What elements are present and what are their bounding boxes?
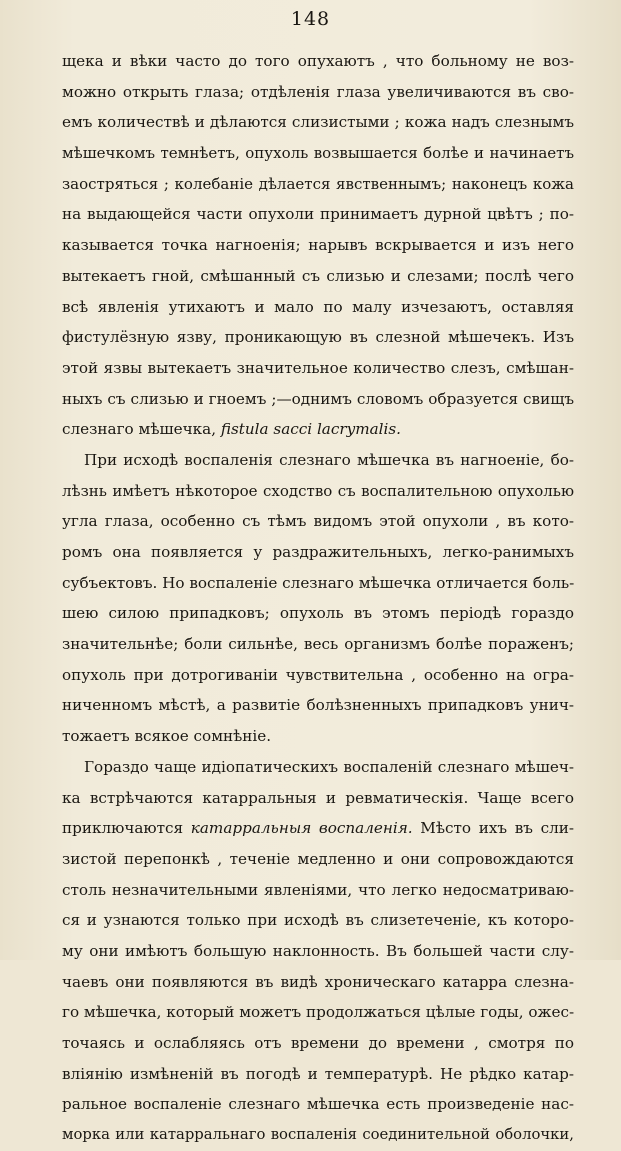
- text-line: [62, 875, 574, 906]
- line-text: угла глаза, особенно съ тѣмъ видомъ этой опухоли , въ кото-: [62, 512, 574, 531]
- line-text: этой язвы вытекаетъ значительное количество слезъ, смѣшан-: [62, 358, 574, 377]
- italic-phrase: fistula sacci lacrymalis.: [220, 420, 402, 439]
- text-line: [62, 905, 574, 936]
- text-line: [62, 783, 574, 814]
- line-text: значительнѣе; боли сильнѣе, весь организмъ болѣе пораженъ;: [62, 635, 574, 654]
- text-line: [62, 813, 574, 844]
- line-text: ка встрѣчаются катарральныя и ревматическія. Чаще всего: [62, 788, 574, 807]
- text-line: [62, 445, 574, 476]
- body-text: [62, 46, 574, 1151]
- text-line: [62, 77, 574, 108]
- text-line: [62, 598, 574, 629]
- text-line: [62, 1120, 574, 1151]
- text-line: [62, 138, 574, 169]
- line-text: всѣ явленія утихаютъ и мало по малу изчезаютъ, оставляя: [62, 297, 574, 316]
- text-line: [62, 997, 574, 1028]
- text-line: [62, 107, 574, 138]
- line-text: зистой перепонкѣ , теченіе медленно и они сопровождаются: [62, 849, 574, 868]
- text-line: [62, 1028, 574, 1059]
- text-line: [62, 476, 574, 507]
- line-text: субъектовъ. Но воспаленіе слезнаго мѣшечка отличается боль-: [62, 573, 574, 592]
- line-text: вліянію измѣненій въ погодѣ и температурѣ. Не рѣдко катар-: [62, 1064, 574, 1083]
- text-line: [62, 568, 574, 599]
- text-line: [62, 169, 574, 200]
- text-line: [62, 690, 574, 721]
- italic-phrase: катарральныя воспаленія.: [190, 819, 413, 838]
- line-text: столь незначительными явленіями, что легко недосматриваю-: [62, 880, 574, 899]
- line-text: на выдающейся части опухоли принимаетъ дурной цвѣтъ ; по-: [62, 205, 574, 224]
- line-text: го мѣшечка, который можетъ продолжаться цѣлые годы, ожес-: [62, 1003, 574, 1022]
- text-line: [62, 292, 574, 323]
- text-line: [62, 721, 574, 752]
- line-text: морка или катарральнаго воспаленія соединительной оболочки,: [62, 1126, 574, 1144]
- line-text: ральное воспаленіе слезнаго мѣшечка есть произведеніе нас-: [62, 1095, 574, 1114]
- text-line: [62, 384, 574, 415]
- line-text: При исходѣ воспаленія слезнаго мѣшечка въ нагноеніе, бо-: [84, 450, 574, 469]
- text-line: [62, 506, 574, 537]
- line-text: тожаетъ всякое сомнѣніе.: [62, 727, 272, 746]
- text-line: [62, 629, 574, 660]
- text-line: [62, 199, 574, 230]
- text-line: [62, 1089, 574, 1120]
- line-text: чаевъ они появляются въ видѣ хроническаго катарра слезна-: [62, 972, 574, 991]
- line-text: приключаются: [62, 819, 184, 838]
- text-line: [62, 537, 574, 568]
- text-line: [62, 844, 574, 875]
- line-text: фистулёзную язву, проникающую въ слезной мѣшечекъ. Изъ: [62, 328, 574, 347]
- line-text: ся и узнаются только при исходѣ въ слизетеченіе, къ которо-: [62, 911, 574, 930]
- line-text: ныхъ съ слизью и гноемъ ;—однимъ словомъ образуется свищъ: [62, 389, 574, 408]
- line-text: точаясь и ослабляясь отъ времени до времени , смотря по: [62, 1034, 574, 1052]
- page-number: 148: [290, 8, 331, 30]
- text-line: [62, 752, 574, 783]
- line-text: шею силою припадковъ; опухоль въ этомъ періодѣ гораздо: [62, 604, 574, 623]
- line-text: мѣшечкомъ темнѣетъ, опухоль возвышается болѣе и начинаетъ: [62, 144, 574, 163]
- line-text: казывается точка нагноенія; нарывъ вскрывается и изъ него: [62, 236, 574, 255]
- text-line: [62, 46, 574, 77]
- line-text: ниченномъ мѣстѣ, а развитіе болѣзненныхъ припадковъ унич-: [62, 696, 574, 715]
- line-text: вытекаетъ гной, смѣшанный съ слизью и слезами; послѣ чего: [62, 266, 574, 285]
- text-line: [62, 936, 574, 967]
- text-line: [62, 230, 574, 261]
- line-text: Гораздо чаще идіопатическихъ воспаленій слезнаго мѣшеч-: [84, 757, 574, 776]
- text-line: [62, 353, 574, 384]
- text-line: [62, 414, 574, 445]
- line-text: му они имѣютъ большую наклонность. Въ большей части слу-: [62, 941, 574, 960]
- line-text-continuation: Мѣсто ихъ въ сли-: [412, 819, 574, 838]
- text-line: [62, 660, 574, 691]
- text-line: [62, 1059, 574, 1090]
- text-line: [62, 322, 574, 353]
- line-text: щека и вѣки часто до того опухаютъ , что больному не воз-: [62, 52, 574, 70]
- line-text: слезнаго мѣшечка,: [62, 420, 217, 439]
- line-text: заостряться ; колебаніе дѣлается явственнымъ; наконецъ кожа: [62, 174, 574, 193]
- line-text: емъ количествѣ и дѣлаются слизистыми ; кожа надъ слезнымъ: [62, 113, 574, 132]
- text-line: [62, 967, 574, 998]
- line-text: ромъ она появляется у раздражительныхъ, легко-ранимыхъ: [62, 543, 574, 561]
- line-text: опухоль при дотрогиваніи чувствительна , особенно на огра-: [62, 665, 574, 684]
- line-text: лѣзнь имѣетъ нѣкоторое сходство съ воспалительною опухолью: [62, 481, 574, 500]
- line-text: можно открыть глаза; отдѣленія глаза увеличиваются въ сво-: [62, 82, 574, 101]
- text-line: [62, 261, 574, 292]
